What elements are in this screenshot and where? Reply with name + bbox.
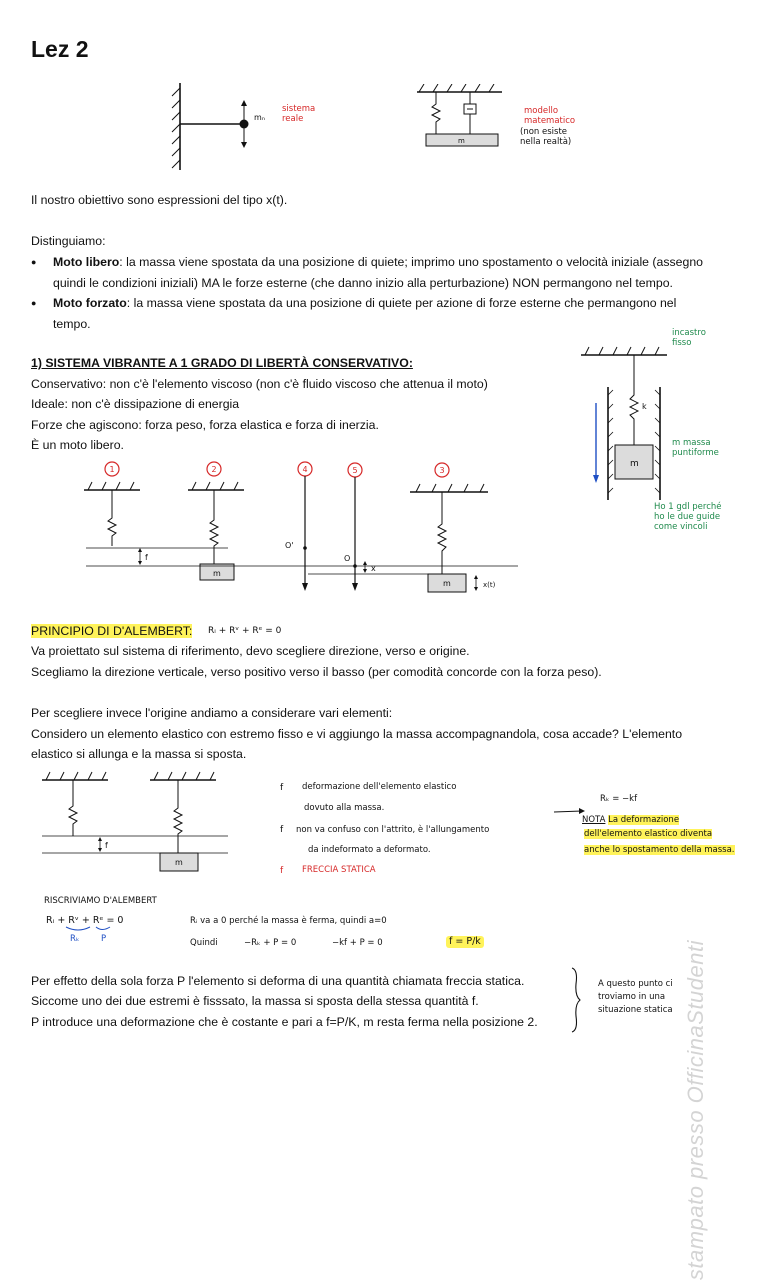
rescrivo-step: −kf + P = 0 [332, 938, 383, 948]
model-mass-label: m [458, 137, 465, 145]
mass-m-label: m [630, 459, 639, 469]
rk-formula: Rₖ = −kf [600, 794, 638, 804]
note-line: dovuto alla massa. [304, 803, 385, 813]
step-number: 3 [439, 466, 445, 475]
nota-line: dell'elemento elastico diventa [584, 829, 713, 839]
distinguish-text: Distinguiamo: [31, 234, 106, 248]
rescrivo-line: Rᵢ va a 0 perché la massa è ferma, quindi a=0 [190, 916, 387, 926]
note-sym: f [280, 866, 284, 876]
result-formula: f = P/k [446, 936, 484, 948]
step-number: 5 [352, 466, 358, 475]
watermark: stampato presso OfficinaStudenti [683, 940, 708, 1280]
figure-static-deflection [38, 768, 238, 878]
x-label: x [371, 564, 376, 573]
section-line: Ideale: non c'è dissipazione di energia [31, 397, 240, 411]
o-prime-label: O' [285, 541, 294, 550]
label-sistema-reale: sistema reale [282, 104, 316, 124]
spring-k-label: k [642, 402, 647, 411]
step-number: 1 [109, 465, 115, 474]
section-heading: 1) SISTEMA VIBRANTE A 1 GRADO DI LIBERTÀ CONSERVATIVO: [31, 356, 413, 370]
para-line: Per scegliere invece l'origine andiamo a considerare vari elementi: [31, 706, 393, 720]
para-line: Scegliamo la direzione verticale, verso positivo verso il basso (per comodità concorde con la forza peso). [31, 665, 602, 679]
step-number: 2 [211, 465, 217, 474]
page-title: Lez 2 [31, 36, 89, 62]
o-label: O [344, 554, 351, 563]
label-non-esiste: (non esiste nella realtà) [520, 127, 572, 147]
list-item: ● Moto libero: la massa viene spostata da una posizione di quiete; imprimo uno spostamento o velocità iniziale (assegno quindi le condizioni iniziali) MA le forze esterne (che danno inizio alla perturbazione) NON permangono nel tempo. [31, 252, 753, 293]
xt-label: x(t) [483, 581, 496, 589]
note-sym: f [280, 783, 284, 793]
note-line: FRECCIA STATICA [302, 865, 376, 875]
note-line: non va confuso con l'attrito, è l'allungamento [296, 825, 490, 835]
motion-types-list [31, 252, 753, 334]
label-incastro-fisso: incastro fisso [672, 328, 706, 348]
rk-label: Rₖ [70, 934, 80, 944]
mass-label: mₙ [254, 113, 265, 122]
label-guide-note: Ho 1 gdl perché ho le due guide come vincoli [654, 502, 722, 532]
figure-real-system [160, 78, 360, 173]
mass-label: m [443, 579, 451, 588]
figure-spring-guides [575, 345, 675, 510]
para-line: Considero un elemento elastico con estremo fisso e vi aggiungo la massa accompagnandola, cosa accade? L'elemento [31, 727, 683, 741]
curly-brace-icon [566, 966, 586, 1034]
section-line: Conservativo: non c'è l'elemento viscoso (non c'è fluido viscoso che attenua il moto) [31, 377, 488, 391]
side-note: A questo punto ci troviamo in una situazione statica [598, 979, 673, 1015]
final-line: P introduce una deformazione che è costante e pari a f=P/K, m resta ferma nella posizione 2. [31, 1015, 538, 1029]
mass-label: m [213, 569, 221, 578]
rescrivo-eq: Rᵢ + Rᵛ + Rᵉ = 0 [46, 915, 124, 926]
list-item: ● Moto forzato: la massa viene spostata da una posizione di quiete per azione di forze esterne che permangono nel tempo. [31, 293, 753, 334]
label-massa-puntiforme: m massa puntiforme [672, 438, 719, 458]
note-line: da indeformato a deformato. [308, 845, 431, 855]
mass-label: m [175, 858, 183, 867]
final-line: Per effetto della sola forza P l'elemento si deforma di una quantità chiamata freccia statica. [31, 974, 525, 988]
p-label: P [101, 934, 107, 944]
rescrivo-step: −Rₖ + P = 0 [244, 938, 297, 948]
label-modello: modello matematico [524, 106, 576, 126]
figure-positions [78, 458, 518, 603]
brace-marks [58, 924, 118, 948]
step-number: 4 [302, 465, 308, 474]
f-label: f [145, 553, 148, 562]
note-line: deformazione dell'elemento elastico [302, 782, 457, 792]
para-line: Va proiettato sul sistema di riferimento, devo scegliere direzione, verso e origine. [31, 644, 470, 658]
final-line: Siccome uno dei due estremi è fisssato, la massa si sposta della stessa quantità f. [31, 994, 479, 1008]
note-sym: f [280, 825, 284, 835]
f-label: f [105, 841, 108, 850]
intro-text: Il nostro obiettivo sono espressioni del tipo x(t). [31, 193, 288, 207]
nota-line: NOTA La deformazione [582, 815, 680, 825]
section-line: Forze che agiscono: forza peso, forza elastica e forza di inerzia. [31, 418, 379, 432]
para-line: elastico si allunga e la massa si sposta. [31, 747, 247, 761]
section-line: È un moto libero. [31, 438, 124, 452]
dalembert-formula: Rᵢ + Rᵛ + Rᵉ = 0 [208, 626, 282, 636]
dalembert-heading: PRINCIPIO DI D'ALEMBERT: [31, 624, 193, 638]
rescrivo-title: RISCRIVIAMO D'ALEMBERT [44, 896, 157, 906]
nota-line: anche lo spostamento della massa. [584, 845, 735, 855]
rescrivo-quindi: Quindi [190, 938, 218, 948]
figure-math-model [412, 84, 512, 150]
